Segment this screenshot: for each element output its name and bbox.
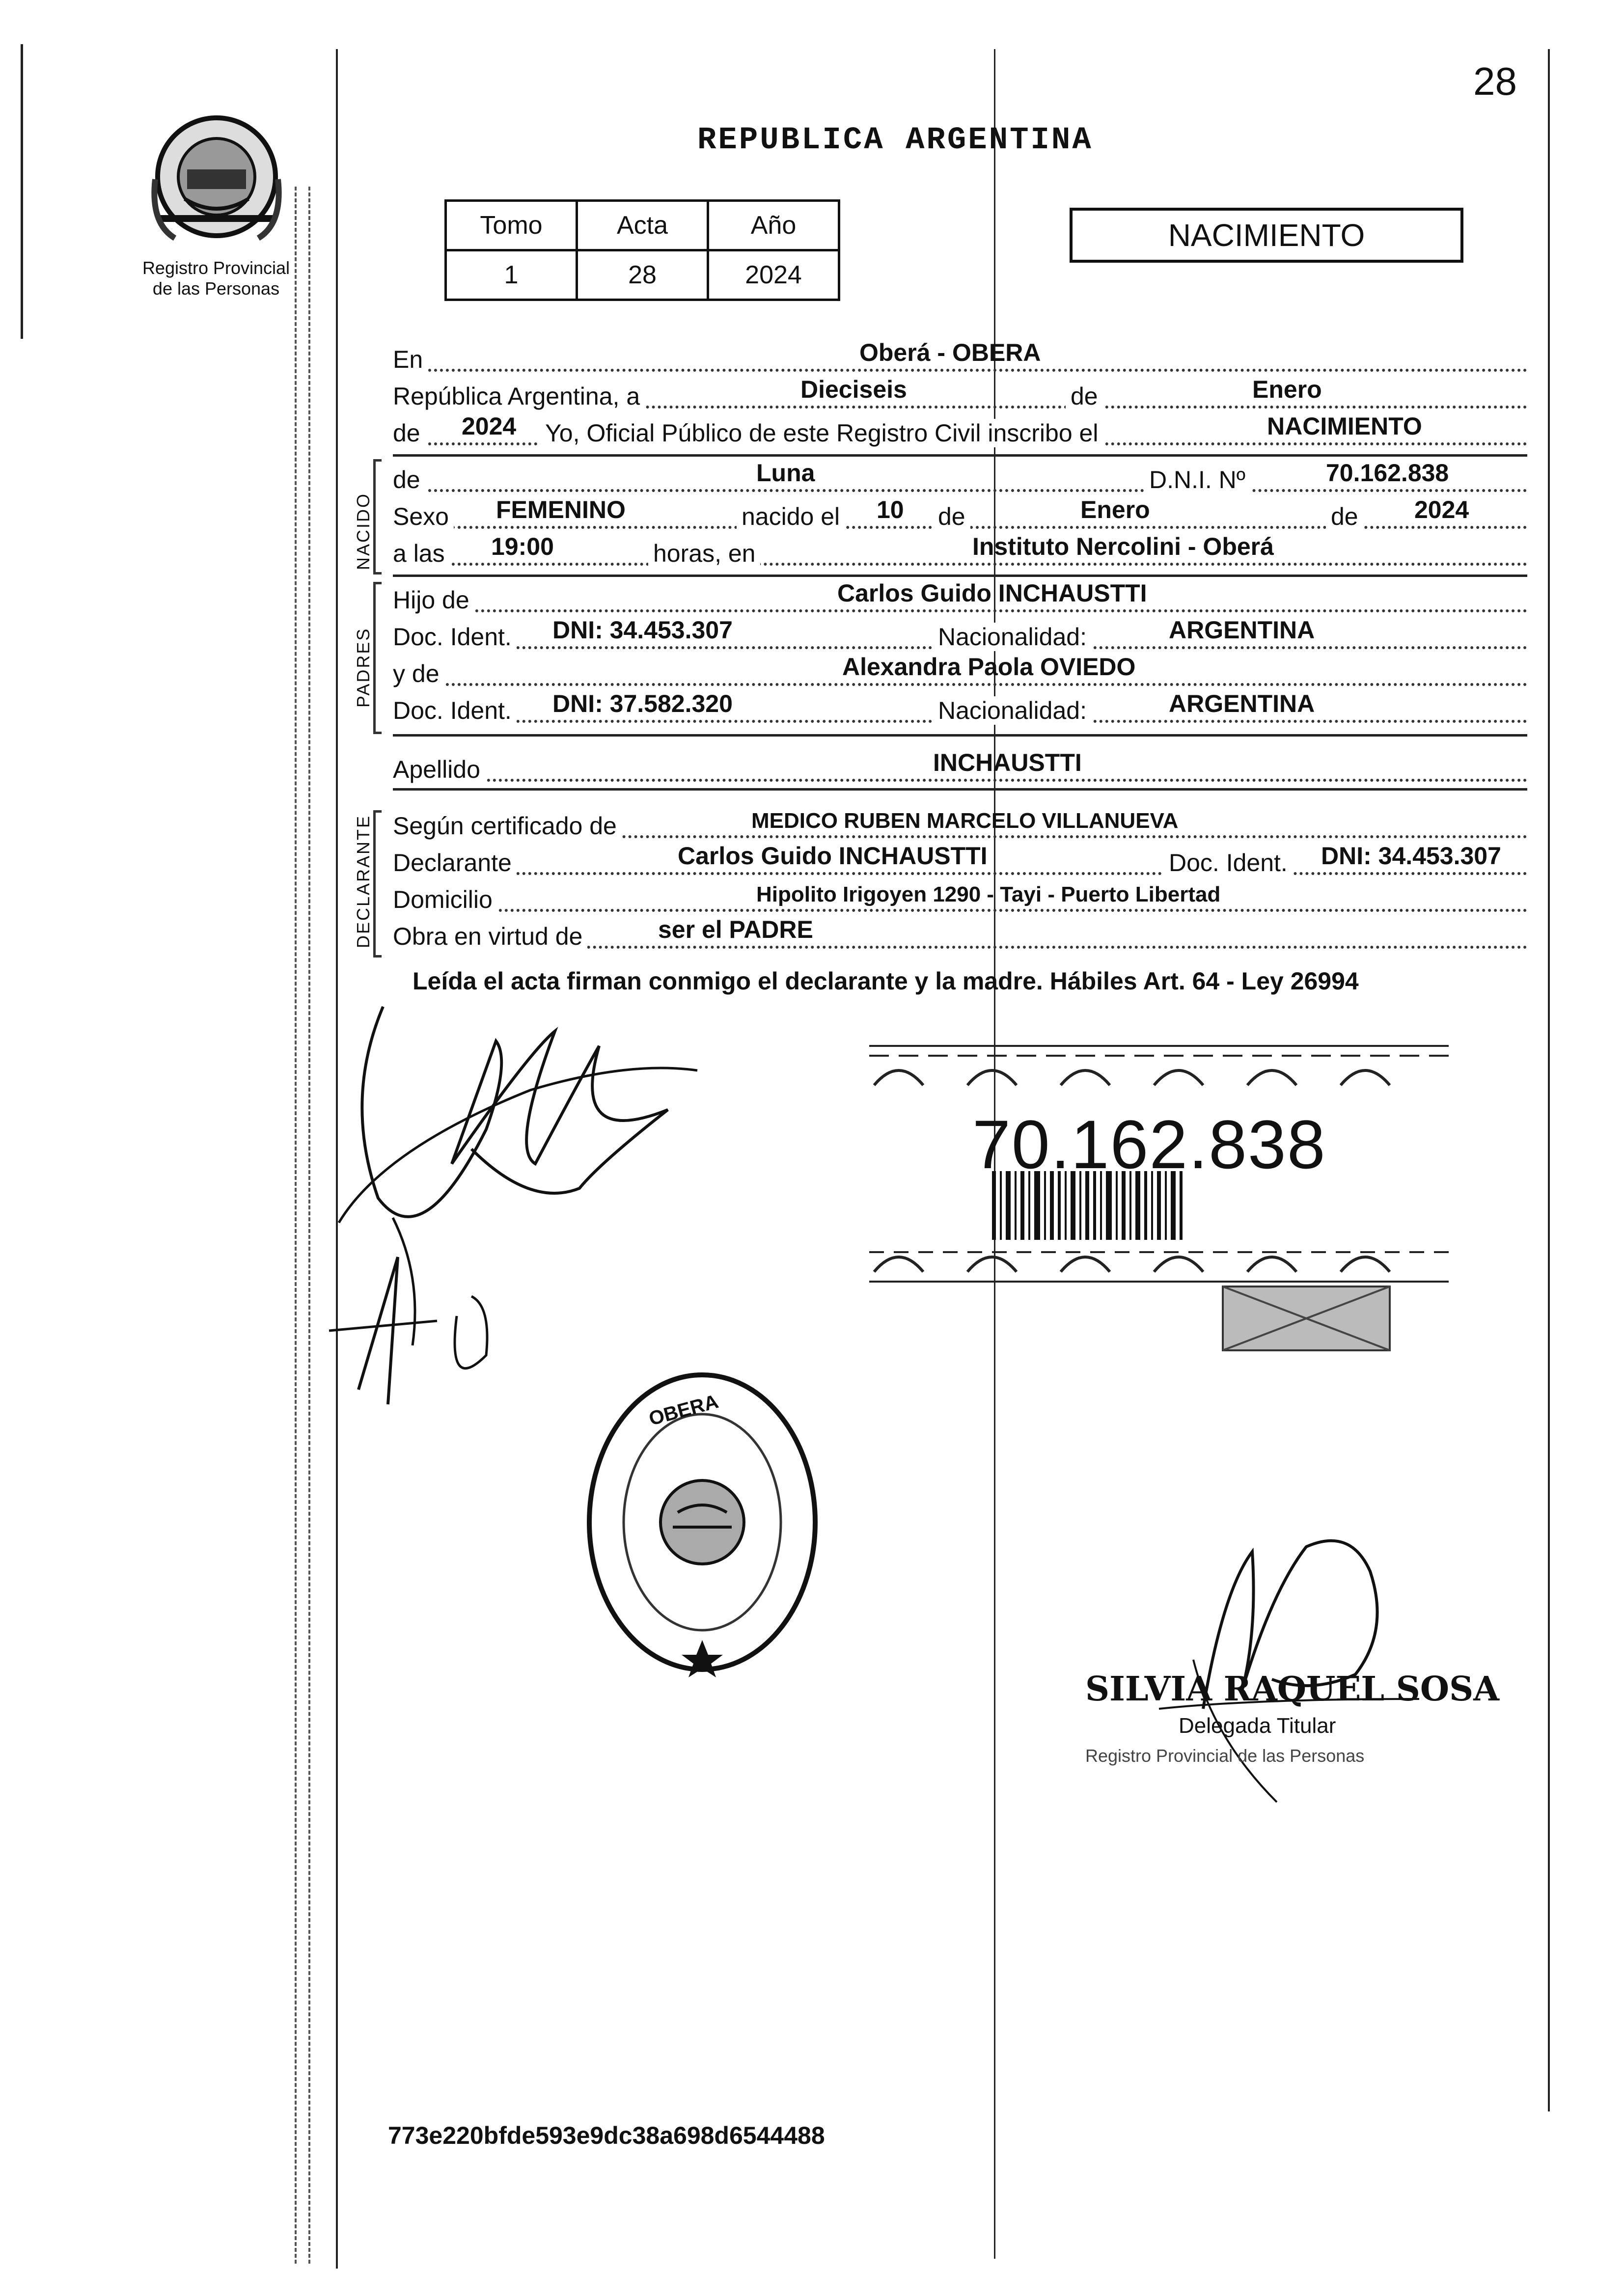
- logo-caption: [123, 258, 309, 299]
- value-dni: 70.162.838: [1326, 459, 1449, 487]
- divider: [393, 734, 1527, 737]
- section-bracket: [373, 810, 382, 958]
- divider: [393, 575, 1527, 577]
- label-hijo: Hijo de: [393, 586, 474, 614]
- label-dni: D.N.I. Nº: [1144, 465, 1250, 494]
- signer-role: Delegada Titular: [1179, 1714, 1336, 1738]
- row-nombre: [393, 459, 1527, 496]
- row-inscribe: [393, 412, 1527, 449]
- row-en: [393, 339, 1527, 376]
- perforation-line: [308, 187, 310, 2264]
- label-de: de: [1066, 382, 1103, 411]
- value-nac-dia: 10: [877, 496, 904, 523]
- value-certificado: MEDICO RUBEN MARCELO VILLANUEVA: [751, 809, 1179, 833]
- oficial-text: Yo, Oficial Público de este Registro Civil inscribo el: [540, 419, 1103, 447]
- row-hora: [393, 533, 1527, 570]
- table-header-anio: Año: [708, 201, 839, 250]
- value-lugar: Instituto Nercolini - Oberá: [972, 533, 1274, 560]
- value-doc2: DNI: 37.582.320: [552, 690, 733, 717]
- label-de2: de: [393, 419, 425, 447]
- record-type-box: NACIMIENTO: [1070, 208, 1463, 263]
- label-sexo: Sexo: [393, 502, 454, 531]
- row-doc2: [393, 690, 1527, 727]
- row-madre: [393, 653, 1527, 690]
- section-label-declarante: DECLARANTE: [353, 814, 373, 948]
- signer-org: Registro Provincial de las Personas: [1085, 1746, 1365, 1766]
- page-number: 28: [1473, 59, 1517, 103]
- value-declarante: Carlos Guido INCHAUSTTI: [678, 842, 988, 870]
- document-hash: 773e220bfde593e9dc38a698d6544488: [388, 2122, 825, 2149]
- row-domicilio: [393, 882, 1527, 916]
- value-obra: ser el PADRE: [658, 916, 813, 943]
- section-label-padres: PADRES: [353, 627, 373, 708]
- value-madre: Alexandra Paola OVIEDO: [842, 653, 1136, 681]
- label-yde: y de: [393, 659, 444, 688]
- stamp-number: 70.162.838: [972, 1106, 1326, 1183]
- label-nacido-de: de: [393, 465, 425, 494]
- value-nac-mes: Enero: [1080, 496, 1150, 523]
- seal-city: OBERA: [646, 1391, 721, 1430]
- label-declarante: Declarante: [393, 849, 517, 877]
- value-nac-anio: 2024: [1414, 496, 1469, 523]
- label-en: En: [393, 345, 428, 374]
- label-doc2: Doc. Ident.: [393, 696, 517, 725]
- perforation-line: [295, 187, 297, 2264]
- value-sexo: FEMENINO: [496, 496, 626, 523]
- declarant-signature: [324, 1002, 727, 1424]
- label-nac-de: de: [933, 502, 970, 531]
- right-rule: [1548, 49, 1550, 2111]
- label-nac1: Nacionalidad:: [933, 623, 1092, 651]
- label-nac-de2: de: [1326, 502, 1363, 531]
- value-nac2: ARGENTINA: [1169, 690, 1315, 717]
- value-dia: Dieciseis: [800, 376, 907, 403]
- label-domicilio: Domicilio: [393, 885, 497, 914]
- value-inscripcion: NACIMIENTO: [1267, 412, 1422, 440]
- value-anio: 2024: [462, 412, 517, 440]
- row-obra: [393, 916, 1527, 953]
- value-doc3: DNI: 34.453.307: [1321, 842, 1501, 870]
- value-nac1: ARGENTINA: [1169, 616, 1315, 644]
- value-nombre: Luna: [756, 459, 815, 487]
- table-header-tomo: Tomo: [446, 201, 577, 250]
- label-apellido: Apellido: [393, 755, 485, 784]
- table-header-acta: Acta: [577, 201, 708, 250]
- table-value-tomo: 1: [446, 250, 577, 300]
- label-a-las: a las: [393, 539, 450, 568]
- value-localidad: Oberá - OBERA: [859, 339, 1041, 366]
- label-doc1: Doc. Ident.: [393, 623, 517, 651]
- table-value-acta: 28: [577, 250, 708, 300]
- id-stamp: [869, 1036, 1449, 1355]
- row-apellido: [393, 749, 1527, 786]
- label-nacido-el: nacido el: [737, 502, 845, 531]
- section-bracket: [373, 582, 382, 734]
- row-certificado: [393, 809, 1527, 842]
- signer-name: SILVIA RAQUEL SOSA: [1085, 1670, 1499, 1709]
- label-horas-en: horas, en: [648, 539, 760, 568]
- divider: [393, 788, 1527, 791]
- document-title: REPUBLICA ARGENTINA: [697, 123, 1093, 158]
- section-label-nacido: NACIDO: [353, 492, 373, 570]
- logo-caption-line1: Registro Provincial: [142, 258, 290, 278]
- label-obra: Obra en virtud de: [393, 922, 587, 951]
- value-hora: 19:00: [491, 533, 554, 560]
- label-doc3: Doc. Ident.: [1164, 849, 1293, 877]
- value-padre: Carlos Guido INCHAUSTTI: [837, 579, 1147, 607]
- label-republica: República Argentina, a: [393, 382, 645, 411]
- label-nac2: Nacionalidad:: [933, 696, 1092, 725]
- row-declarante: [393, 842, 1527, 879]
- left-edge-rule: [21, 44, 23, 339]
- province-logo: [145, 106, 288, 248]
- row-sexo: [393, 496, 1527, 533]
- registry-seal: [579, 1365, 825, 1679]
- divider: [393, 454, 1527, 457]
- record-table: [444, 199, 840, 301]
- section-bracket: [373, 459, 382, 575]
- row-doc1: [393, 616, 1527, 653]
- row-hijo: [393, 579, 1527, 616]
- closing-note: Leída el acta firman conmigo el declarante y la madre. Hábiles Art. 64 - Ley 26994: [413, 967, 1359, 995]
- logo-caption-line2: de las Personas: [152, 278, 280, 299]
- value-doc1: DNI: 34.453.307: [552, 616, 733, 644]
- label-certificado: Según certificado de: [393, 812, 622, 840]
- row-fecha: [393, 376, 1527, 412]
- value-domicilio: Hipolito Irigoyen 1290 - Tayi - Puerto Libertad: [756, 882, 1221, 906]
- value-mes: Enero: [1252, 376, 1322, 403]
- value-apellido: INCHAUSTTI: [933, 749, 1082, 776]
- table-value-anio: 2024: [708, 250, 839, 300]
